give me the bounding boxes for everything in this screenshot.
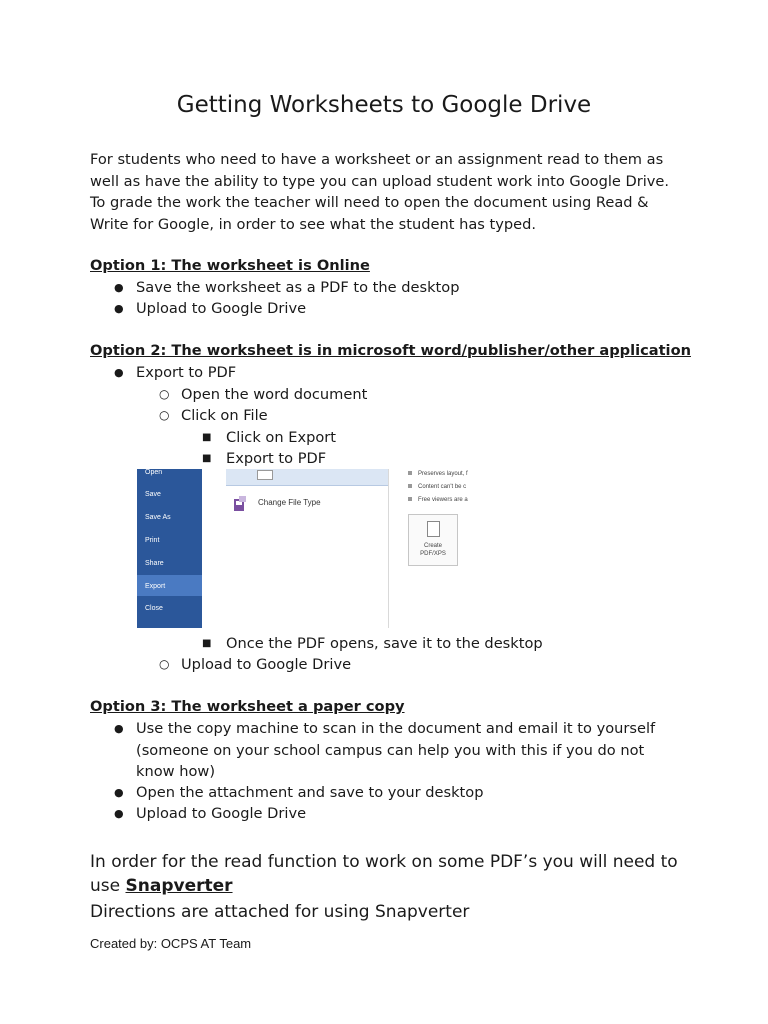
list-item [159, 384, 368, 406]
closing-paragraph [90, 850, 710, 898]
create-pdf-label: Create PDF/XPS [420, 543, 446, 557]
list-item [114, 718, 666, 783]
footer-credit: Created by: OCPS AT Team [90, 936, 252, 951]
square-icon [408, 484, 412, 488]
pdf-feature-3: Free viewers are a [408, 497, 468, 503]
change-file-type-icon [233, 496, 247, 512]
list-item-text: Use the copy machine to scan in the document and email it to yourself (someone on your school campus can help you with this if you do not know how) [136, 720, 656, 780]
list-item [159, 654, 352, 676]
square-icon [408, 497, 412, 501]
backstage-sidebar [137, 469, 202, 628]
circle-marker: ○ [159, 408, 170, 422]
square-icon [408, 471, 412, 475]
list-item-text: Upload to Google Drive [181, 656, 352, 673]
snapverter-link[interactable]: Snapverter [125, 876, 233, 896]
menu-item-close: Close [145, 605, 163, 612]
list-item-text: Open the attachment and save to your desktop [136, 784, 484, 801]
list-item [202, 427, 337, 449]
list-item [159, 405, 268, 427]
list-item [114, 362, 237, 384]
pdf-feature-2: Content can't be c [408, 484, 466, 490]
option1-heading: Option 1: The worksheet is Online [90, 257, 370, 274]
list-item-text: Save the worksheet as a PDF to the desktop [136, 279, 460, 296]
circle-marker: ○ [159, 657, 170, 671]
list-item [202, 633, 543, 655]
closing-text: In order for the read function to work on some PDF’s you will need to use [90, 852, 678, 896]
closing-directions: Directions are attached for using Snapverter [90, 902, 470, 922]
list-item-text: Upload to Google Drive [136, 300, 307, 317]
bullet-marker: ● [114, 302, 124, 315]
backstage-content [202, 469, 480, 628]
bullet-marker: ● [114, 722, 124, 735]
list-item-text: Once the PDF opens, save it to the desktop [226, 635, 543, 652]
menu-item-export: Export [145, 583, 166, 590]
bullet-marker: ● [114, 366, 124, 379]
export-screenshot [137, 469, 480, 628]
list-item [202, 448, 327, 470]
selected-export-option [226, 469, 388, 486]
square-marker: ■ [202, 453, 212, 464]
list-item-text: Export to PDF [136, 364, 237, 381]
option3-heading: Option 3: The worksheet a paper copy [90, 698, 405, 715]
list-item-text: Click on File [181, 407, 268, 424]
pdf-option-icon [257, 470, 273, 480]
change-file-type-label: Change File Type [258, 498, 321, 507]
menu-item-print: Print [145, 537, 160, 544]
list-item-text: Open the word document [181, 386, 368, 403]
pdf-feature-1: Preserves layout, f [408, 471, 468, 477]
intro-paragraph: For students who need to have a worksheet or an assignment read to them as well as have the ability to type you can upload student work into Google Drive. To grade the work the teacher will need to open the document using Read & Write for Google, in order to see what the student has typed. [90, 151, 670, 233]
list-item [114, 277, 460, 299]
list-item-text: Upload to Google Drive [136, 805, 307, 822]
circle-marker: ○ [159, 387, 170, 401]
option2-heading: Option 2: The worksheet is in microsoft word/publisher/other application [90, 342, 691, 359]
list-item-text: Click on Export [226, 429, 337, 446]
square-marker: ■ [202, 638, 212, 649]
bullet-marker: ● [114, 786, 124, 799]
create-pdf-xps-button [408, 514, 458, 566]
list-item-text: Export to PDF [226, 450, 327, 467]
menu-item-open: Open [145, 469, 163, 476]
page-title: Getting Worksheets to Google Drive [176, 92, 592, 118]
menu-item-save-as: Save As [145, 514, 171, 521]
pdf-document-icon [427, 521, 440, 537]
menu-item-share: Share [145, 560, 164, 567]
bullet-marker: ● [114, 807, 124, 820]
list-item [114, 782, 484, 804]
divider [388, 469, 389, 628]
list-item [114, 298, 307, 320]
bullet-marker: ● [114, 281, 124, 294]
menu-item-save: Save [145, 491, 161, 498]
square-marker: ■ [202, 432, 212, 443]
list-item [114, 803, 307, 825]
